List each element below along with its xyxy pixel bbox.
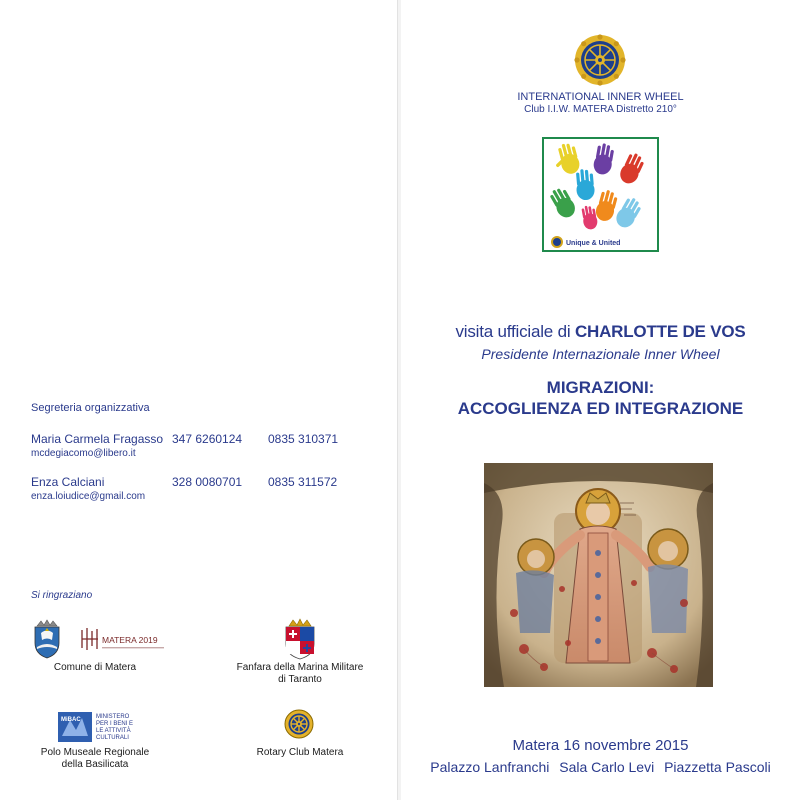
back-panel: [0, 0, 398, 800]
matera2019-logo: [80, 626, 166, 654]
mibac-text-line: PER I BENI E: [96, 721, 134, 727]
mini-inner-wheel-icon: [551, 236, 563, 248]
contact-mobile: 347 6260124: [172, 432, 243, 446]
mibac-badge-text: MiBAC: [61, 717, 81, 723]
event-venue: [401, 759, 800, 775]
rotary-club-label: Rotary Club Matera: [256, 747, 344, 758]
contact-email: mcdegiacomo@libero.it: [31, 448, 136, 459]
marina-militare-label: [222, 662, 378, 686]
madonna-fresco-image: [484, 463, 713, 687]
motto-label: Unique & United: [566, 240, 621, 247]
rotary-wheel-icon: [283, 708, 315, 740]
mibac-logo: [58, 712, 150, 742]
visit-lead: visita ufficiale di: [455, 322, 571, 341]
matera-coat-of-arms-icon: [32, 619, 62, 659]
club-district: Club I.I.W. MATERA Distretto 210°: [524, 104, 677, 115]
contact-name: Maria Carmela Fragasso: [31, 432, 164, 446]
contact-entry: [31, 475, 337, 502]
polo-museale-label: [30, 747, 160, 771]
topic-line-1: MIGRAZIONI:: [546, 378, 655, 397]
visit-guest-name: CHARLOTTE DE VOS: [574, 322, 746, 341]
mibac-text-line: MINISTERO: [96, 714, 130, 720]
marina-label-line: di Taranto: [278, 674, 322, 685]
contact-office-phone: 0835 311572: [268, 475, 338, 489]
mibac-text-line: LE ATTIVITÀ: [96, 728, 131, 734]
thanks-title: Si ringraziano: [31, 590, 93, 601]
contact-email: enza.loiudice@gmail.com: [31, 491, 146, 502]
contact-name: Enza Calciani: [31, 475, 105, 489]
topic-line-2: ACCOGLIENZA ED INTEGRAZIONE: [457, 399, 744, 418]
matera2019-label: MATERA 2019: [102, 635, 158, 645]
polo-label-line: Polo Museale Regionale: [40, 747, 150, 758]
inner-wheel-emblem-icon: [574, 34, 626, 86]
organizer-title: Segreteria organizzativa: [31, 402, 150, 414]
guest-role: Presidente Internazionale Inner Wheel: [481, 346, 720, 362]
svg-text:MATERA 2019: [102, 635, 158, 645]
marina-label-line: Fanfara della Marina Militare: [236, 662, 364, 673]
venue-building: Palazzo Lanfranchi: [430, 759, 550, 775]
visit-heading: [401, 322, 800, 342]
venue-room: Sala Carlo Levi: [559, 759, 655, 775]
organization-name: INTERNATIONAL INNER WHEEL: [517, 91, 684, 103]
contact-entry: [31, 432, 338, 459]
colored-hands-icon: [544, 139, 657, 239]
unique-united-logo: [542, 137, 659, 252]
mibac-text-line: CULTURALI: [96, 735, 129, 741]
marina-militare-coat-of-arms-icon: [283, 618, 317, 660]
contact-mobile: 328 0080701: [172, 475, 243, 489]
venue-square: Piazzetta Pascoli: [664, 759, 771, 775]
polo-label-line: della Basilicata: [61, 759, 129, 770]
contact-office-phone: 0835 310371: [268, 432, 339, 446]
comune-matera-label: Comune di Matera: [53, 662, 137, 673]
event-date: Matera 16 novembre 2015: [512, 737, 689, 754]
